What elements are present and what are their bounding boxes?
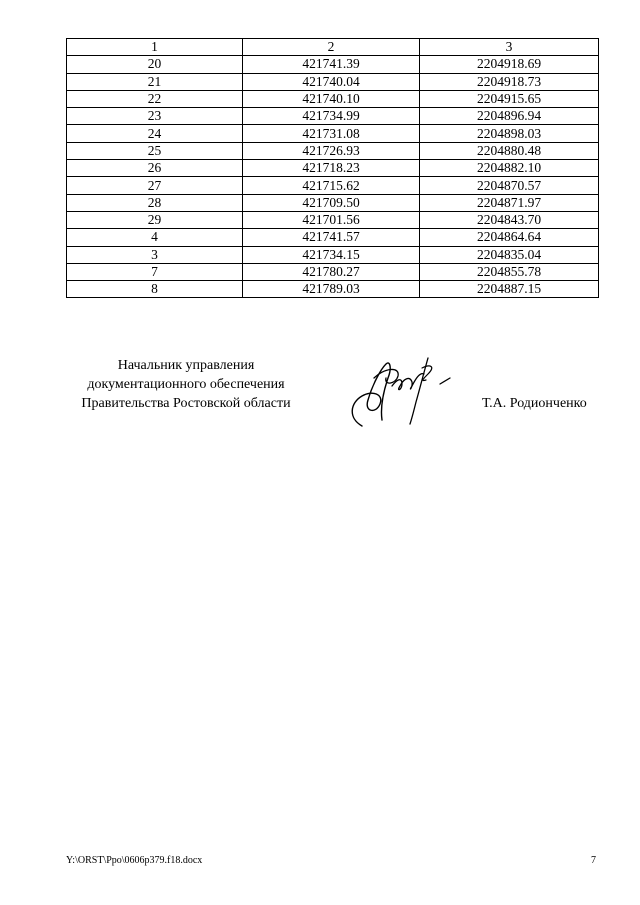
cell-x-coordinate: 421731.08 [243, 125, 420, 142]
header-cell-y: 3 [420, 39, 599, 56]
cell-point-number: 8 [67, 281, 243, 298]
handwritten-signature [340, 348, 460, 438]
cell-x-coordinate: 421789.03 [243, 281, 420, 298]
cell-x-coordinate: 421701.56 [243, 211, 420, 228]
cell-x-coordinate: 421741.39 [243, 56, 420, 73]
signatory-title-line: Правительства Ростовской области [81, 396, 291, 411]
cell-y-coordinate: 2204871.97 [420, 194, 599, 211]
cell-y-coordinate: 2204843.70 [420, 211, 599, 228]
table-row [67, 142, 599, 159]
coordinates-table-body [67, 39, 599, 298]
cell-x-coordinate: 421715.62 [243, 177, 420, 194]
cell-y-coordinate: 2204887.15 [420, 281, 599, 298]
cell-point-number: 23 [67, 108, 243, 125]
cell-point-number: 27 [67, 177, 243, 194]
table-row [67, 90, 599, 107]
cell-point-number: 28 [67, 194, 243, 211]
cell-y-coordinate: 2204898.03 [420, 125, 599, 142]
cell-x-coordinate: 421741.57 [243, 229, 420, 246]
table-row [67, 108, 599, 125]
header-cell-x: 2 [243, 39, 420, 56]
cell-y-coordinate: 2204835.04 [420, 246, 599, 263]
table-row [67, 211, 599, 228]
table-row [67, 177, 599, 194]
signatory-title-line: документационного обеспечения [87, 377, 285, 392]
table-row [67, 160, 599, 177]
cell-point-number: 25 [67, 142, 243, 159]
coordinates-table [66, 38, 599, 298]
cell-y-coordinate: 2204918.69 [420, 56, 599, 73]
cell-y-coordinate: 2204896.94 [420, 108, 599, 125]
cell-y-coordinate: 2204918.73 [420, 73, 599, 90]
cell-x-coordinate: 421734.99 [243, 108, 420, 125]
cell-x-coordinate: 421740.10 [243, 90, 420, 107]
table-row [67, 56, 599, 73]
cell-y-coordinate: 2204915.65 [420, 90, 599, 107]
cell-x-coordinate: 421709.50 [243, 194, 420, 211]
table-row [67, 73, 599, 90]
cell-point-number: 7 [67, 263, 243, 280]
cell-point-number: 21 [67, 73, 243, 90]
footer-page-number: 7 [591, 855, 596, 866]
cell-y-coordinate: 2204880.48 [420, 142, 599, 159]
cell-x-coordinate: 421780.27 [243, 263, 420, 280]
cell-x-coordinate: 421740.04 [243, 73, 420, 90]
signatory-name: Т.А. Родионченко [482, 396, 587, 411]
table-row [67, 281, 599, 298]
cell-y-coordinate: 2204855.78 [420, 263, 599, 280]
cell-point-number: 20 [67, 56, 243, 73]
cell-point-number: 24 [67, 125, 243, 142]
cell-x-coordinate: 421718.23 [243, 160, 420, 177]
signatory-title [66, 356, 306, 413]
cell-point-number: 22 [67, 90, 243, 107]
cell-point-number: 29 [67, 211, 243, 228]
signatory-title-line: Начальник управления [117, 358, 255, 373]
cell-point-number: 4 [67, 229, 243, 246]
cell-x-coordinate: 421726.93 [243, 142, 420, 159]
table-row [67, 229, 599, 246]
cell-point-number: 26 [67, 160, 243, 177]
cell-point-number: 3 [67, 246, 243, 263]
table-header-row [67, 39, 599, 56]
cell-y-coordinate: 2204882.10 [420, 160, 599, 177]
header-cell-point: 1 [67, 39, 243, 56]
cell-x-coordinate: 421734.15 [243, 246, 420, 263]
cell-y-coordinate: 2204870.57 [420, 177, 599, 194]
table-row [67, 246, 599, 263]
cell-y-coordinate: 2204864.64 [420, 229, 599, 246]
footer-file-path: Y:\ORST\Ppo\0606p379.f18.docx [66, 855, 203, 866]
table-row [67, 194, 599, 211]
table-row [67, 263, 599, 280]
table-row [67, 125, 599, 142]
